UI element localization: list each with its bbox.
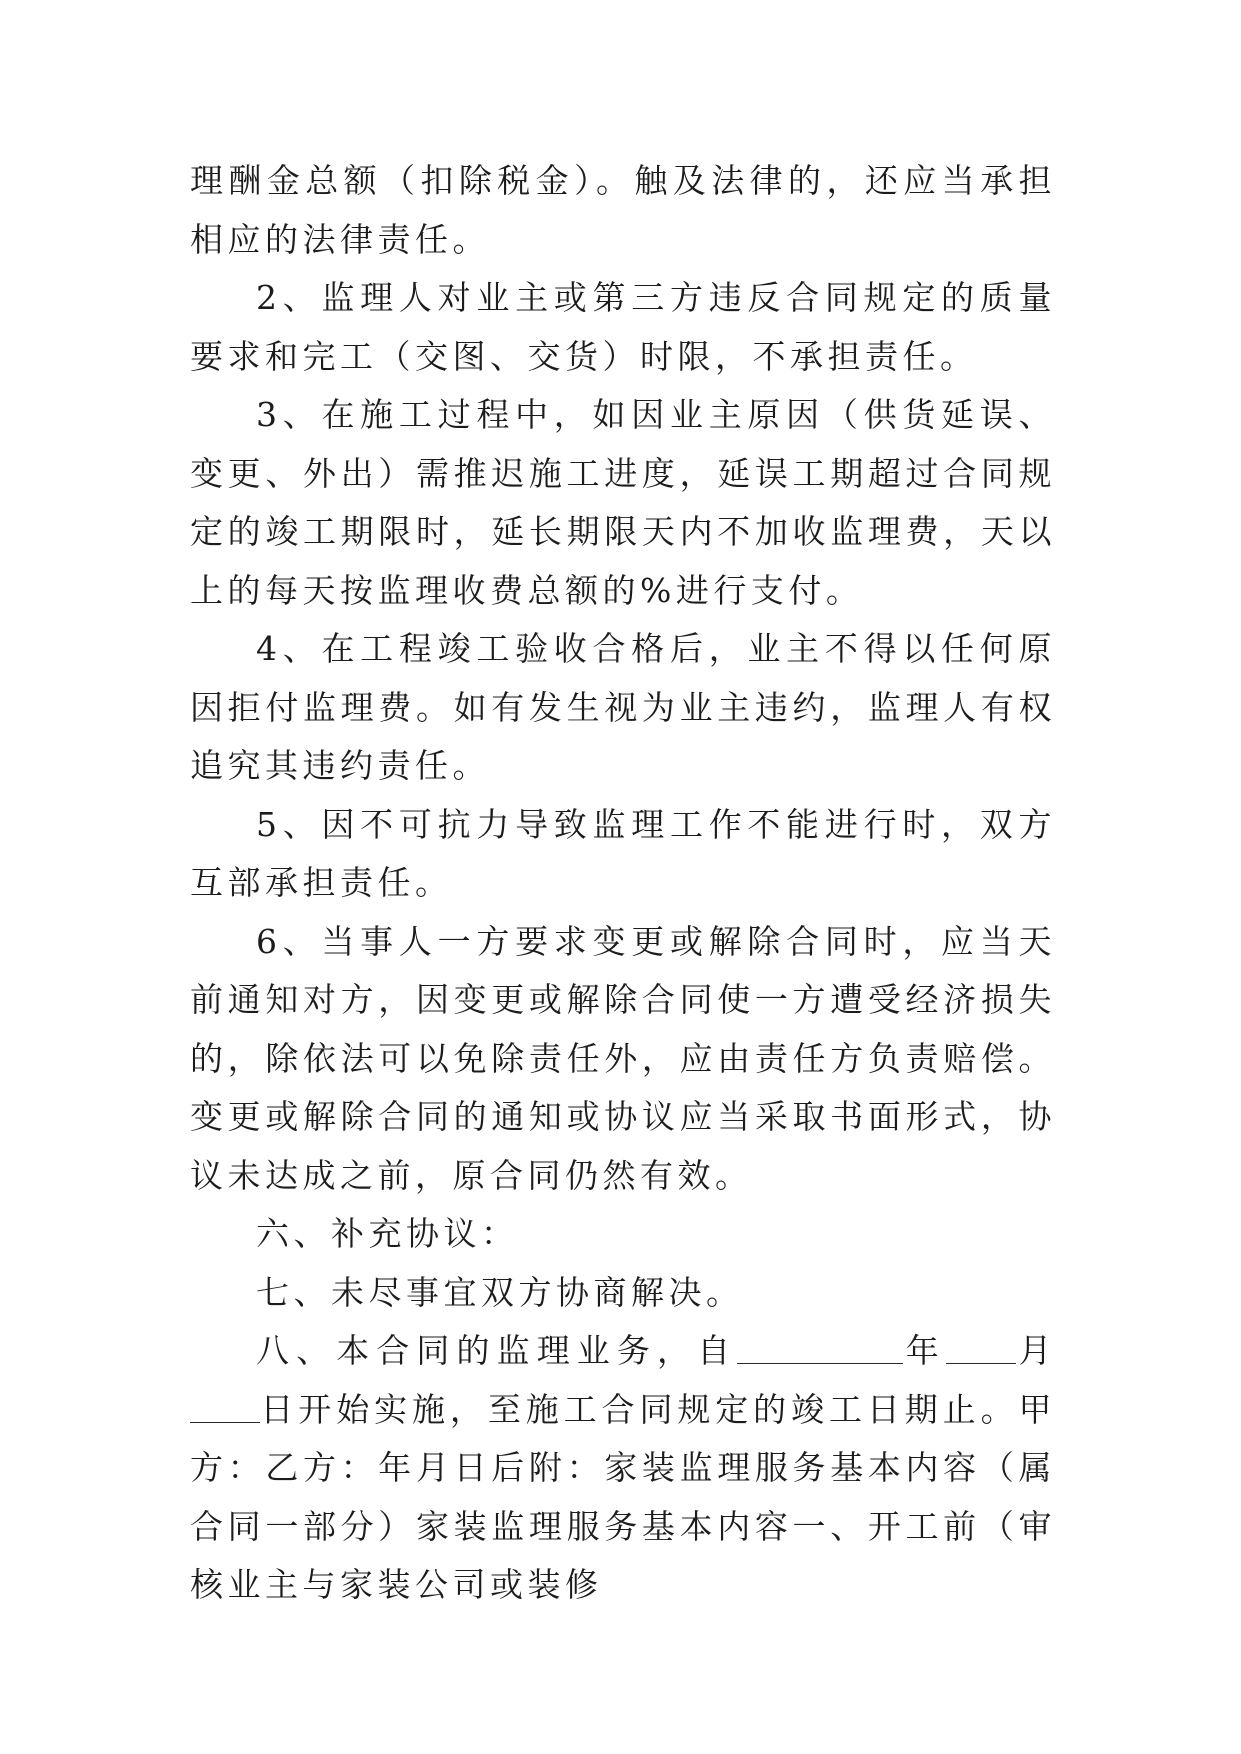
paragraph-section-7: 七、未尽事宜双方协商解决。 [256,1272,744,1312]
section-8-prefix: 八、本合同的监理业务，自 [256,1331,738,1370]
paragraph-section-6: 六、补充协议： [256,1214,519,1253]
paragraph-clause-5: 5、因不可抗力导致监理工作不能进行时，双方互部承担责任。 [190,804,1056,902]
day-blank [190,1392,260,1423]
paragraph-clause-3: 3、在施工过程中，如因业主原因（供货延误、变更、外出）需推迟施工进度，延误工期超过合同规定的竣工期限时，延长期限天内不加收监理费，天以上的每天按监理收费总额的%进行支付。 [190,395,1056,610]
section-8-rest: 日开始实施，至施工合同规定的竣工日期止。甲方：乙方：年月日后附：家装监理服务基本内容（属合同一部分）家装监理服务基本内容一、开工前（审核业主与家装公司或装修 [190,1389,1056,1604]
paragraph-clause-4: 4、在工程竣工验收合格后，业主不得以任何原因拒付监理费。如有发生视为业主违约，监理人有权追究其违约责任。 [190,629,1056,785]
paragraph-section-8 [190,1322,1056,1615]
paragraph-liability-continued: 理酬金总额（扣除税金）。触及法律的，还应当承担相应的法律责任。 [190,161,1056,259]
paragraph-clause-6: 6、当事人一方要求变更或解除合同时，应当天前通知对方，因变更或解除合同使一方遭受经济损失的，除依法可以免除责任外，应由责任方负责赔偿。变更或解除合同的通知或协议应当采取书面形式，协议未达成之前，原合同仍然有效。 [190,921,1056,1195]
paragraph-clause-2: 2、监理人对业主或第三方违反合同规定的质量要求和完工（交图、交货）时限，不承担责任。 [190,278,1056,376]
year-label: 年 [903,1331,946,1370]
year-blank [737,1333,903,1364]
month-blank [946,1333,1016,1364]
month-label: 月 [1015,1331,1057,1370]
document-body [190,152,1056,1615]
